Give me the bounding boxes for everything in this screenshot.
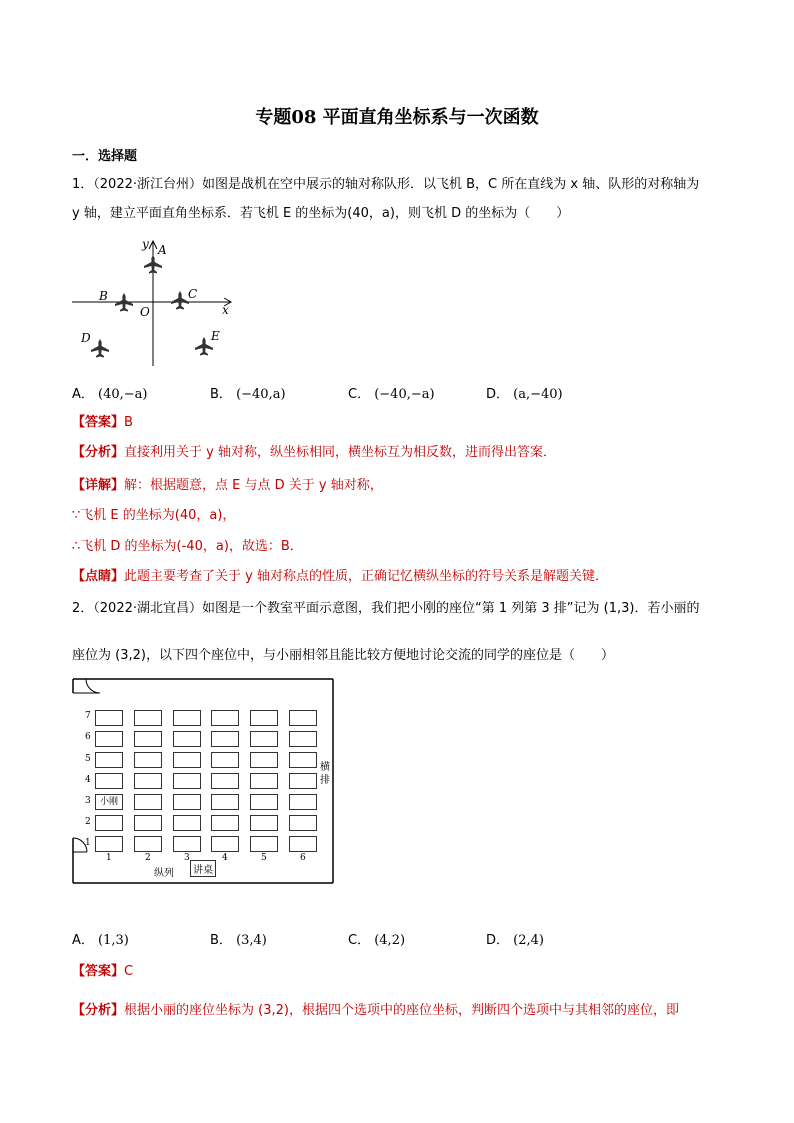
column-number: 5 xyxy=(261,853,267,863)
seat xyxy=(211,773,239,789)
q1-stem-line2: y 轴，建立平面直角坐标系．若飞机 E 的坐标为(40，a)，则飞机 D 的坐标为（ ） xyxy=(72,206,570,221)
seat-xiaogang: 小刚 xyxy=(95,794,123,810)
q1-coordinate-figure xyxy=(72,236,242,370)
seat xyxy=(95,710,123,726)
seat xyxy=(173,752,201,768)
row-number: 4 xyxy=(85,775,91,785)
seat xyxy=(289,815,317,831)
plane-c xyxy=(171,291,189,310)
q1-answer: 【答案】B xyxy=(72,415,133,430)
seat xyxy=(134,752,162,768)
q1-option-a[interactable]: A． (40,−a) xyxy=(72,387,148,402)
seat xyxy=(289,731,317,747)
seat xyxy=(134,815,162,831)
seat xyxy=(95,752,123,768)
seat xyxy=(134,794,162,810)
plane-a xyxy=(144,255,162,274)
seat xyxy=(134,710,162,726)
seat xyxy=(250,815,278,831)
seat xyxy=(134,836,162,852)
q1-stem-line1: 1．（2022·浙江台州）如图是战机在空中展示的轴对称队形．以飞机 B，C 所在直线为 x 轴、队形的对称轴为 xyxy=(72,177,700,192)
seat xyxy=(95,773,123,789)
label-e: E xyxy=(211,329,220,343)
page-title: 专题08 平面直角坐标系与一次函数 xyxy=(255,107,539,128)
label-x: x xyxy=(222,303,229,317)
row-number: 1 xyxy=(85,838,91,848)
seat xyxy=(134,773,162,789)
seat xyxy=(211,752,239,768)
q1-comment: 【点睛】此题主要考查了关于 y 轴对称点的性质，正确记忆横纵坐标的符号关系是解题关键． xyxy=(72,569,608,584)
q1-analysis: 【分析】直接利用关于 y 轴对称，纵坐标相同，横坐标互为相反数，进而得出答案． xyxy=(72,445,556,460)
seat xyxy=(250,710,278,726)
q1-therefore: ∴飞机 D 的坐标为(-40，a)，故选：B． xyxy=(72,539,303,554)
q2-stem-line2: 座位为 (3,2)，以下四个座位中，与小丽相邻且能比较方便地讨论交流的同学的座位是（ ） xyxy=(72,648,614,663)
seat xyxy=(250,752,278,768)
q1-option-c[interactable]: C． (−40,−a) xyxy=(348,387,435,402)
column-number: 3 xyxy=(184,853,190,863)
row-number: 3 xyxy=(85,796,91,806)
plane-d xyxy=(91,339,109,358)
seat xyxy=(250,731,278,747)
label-c: C xyxy=(188,287,198,301)
label-y: y xyxy=(142,237,149,251)
seat xyxy=(211,794,239,810)
q2-option-a[interactable]: A． (1,3) xyxy=(72,933,129,948)
seat xyxy=(211,710,239,726)
seat xyxy=(173,815,201,831)
seat xyxy=(95,836,123,852)
seat xyxy=(134,731,162,747)
column-label: 纵列 xyxy=(154,868,174,879)
column-number: 6 xyxy=(300,853,306,863)
q2-option-b[interactable]: B． (3,4) xyxy=(210,933,267,948)
seat xyxy=(289,710,317,726)
section-heading: 一．选择题 xyxy=(72,149,138,164)
seat xyxy=(173,773,201,789)
label-d: D xyxy=(81,331,91,345)
row-label-top: 横 xyxy=(320,762,330,773)
q2-answer: 【答案】C xyxy=(72,964,134,979)
seat xyxy=(95,731,123,747)
label-b: B xyxy=(99,289,108,303)
q2-option-c[interactable]: C． (4,2) xyxy=(348,933,406,948)
q2-stem-line1: 2．（2022·湖北宜昌）如图是一个教室平面示意图，我们把小刚的座位“第 1 列第 3 排”记为 (1,3)．若小丽的 xyxy=(72,601,700,616)
q1-option-d[interactable]: D． (a,−40) xyxy=(486,387,563,402)
q2-classroom-figure xyxy=(72,678,334,884)
row-number: 2 xyxy=(85,817,91,827)
row-label-bottom: 排 xyxy=(320,775,330,786)
seat xyxy=(250,773,278,789)
q1-option-b[interactable]: B． (−40,a) xyxy=(210,387,286,402)
seat xyxy=(173,731,201,747)
seat xyxy=(95,815,123,831)
label-origin: O xyxy=(140,305,150,319)
seat xyxy=(173,836,201,852)
seat xyxy=(211,815,239,831)
seat xyxy=(173,710,201,726)
row-number: 5 xyxy=(85,754,91,764)
seat xyxy=(250,836,278,852)
column-number: 1 xyxy=(106,853,112,863)
row-number: 6 xyxy=(85,732,91,742)
q2-analysis: 【分析】根据小丽的座位坐标为 (3,2)，根据四个选项中的座位坐标，判断四个选项中与其相邻的座位，即 xyxy=(72,1003,679,1018)
seat xyxy=(211,836,239,852)
q2-option-d[interactable]: D． (2,4) xyxy=(486,933,544,948)
column-number: 2 xyxy=(145,853,151,863)
seat xyxy=(289,836,317,852)
teacher-desk: 讲桌 xyxy=(190,860,216,877)
seat xyxy=(289,773,317,789)
label-a: A xyxy=(158,243,167,257)
seat xyxy=(211,731,239,747)
q1-detail: 【详解】解：根据题意，点 E 与点 D 关于 y 轴对称， xyxy=(72,478,383,493)
row-number: 7 xyxy=(85,711,91,721)
seat xyxy=(250,794,278,810)
column-number: 4 xyxy=(222,853,228,863)
q1-because: ∵飞机 E 的坐标为(40，a)， xyxy=(72,508,236,523)
seat xyxy=(289,752,317,768)
seat xyxy=(173,794,201,810)
seat xyxy=(289,794,317,810)
